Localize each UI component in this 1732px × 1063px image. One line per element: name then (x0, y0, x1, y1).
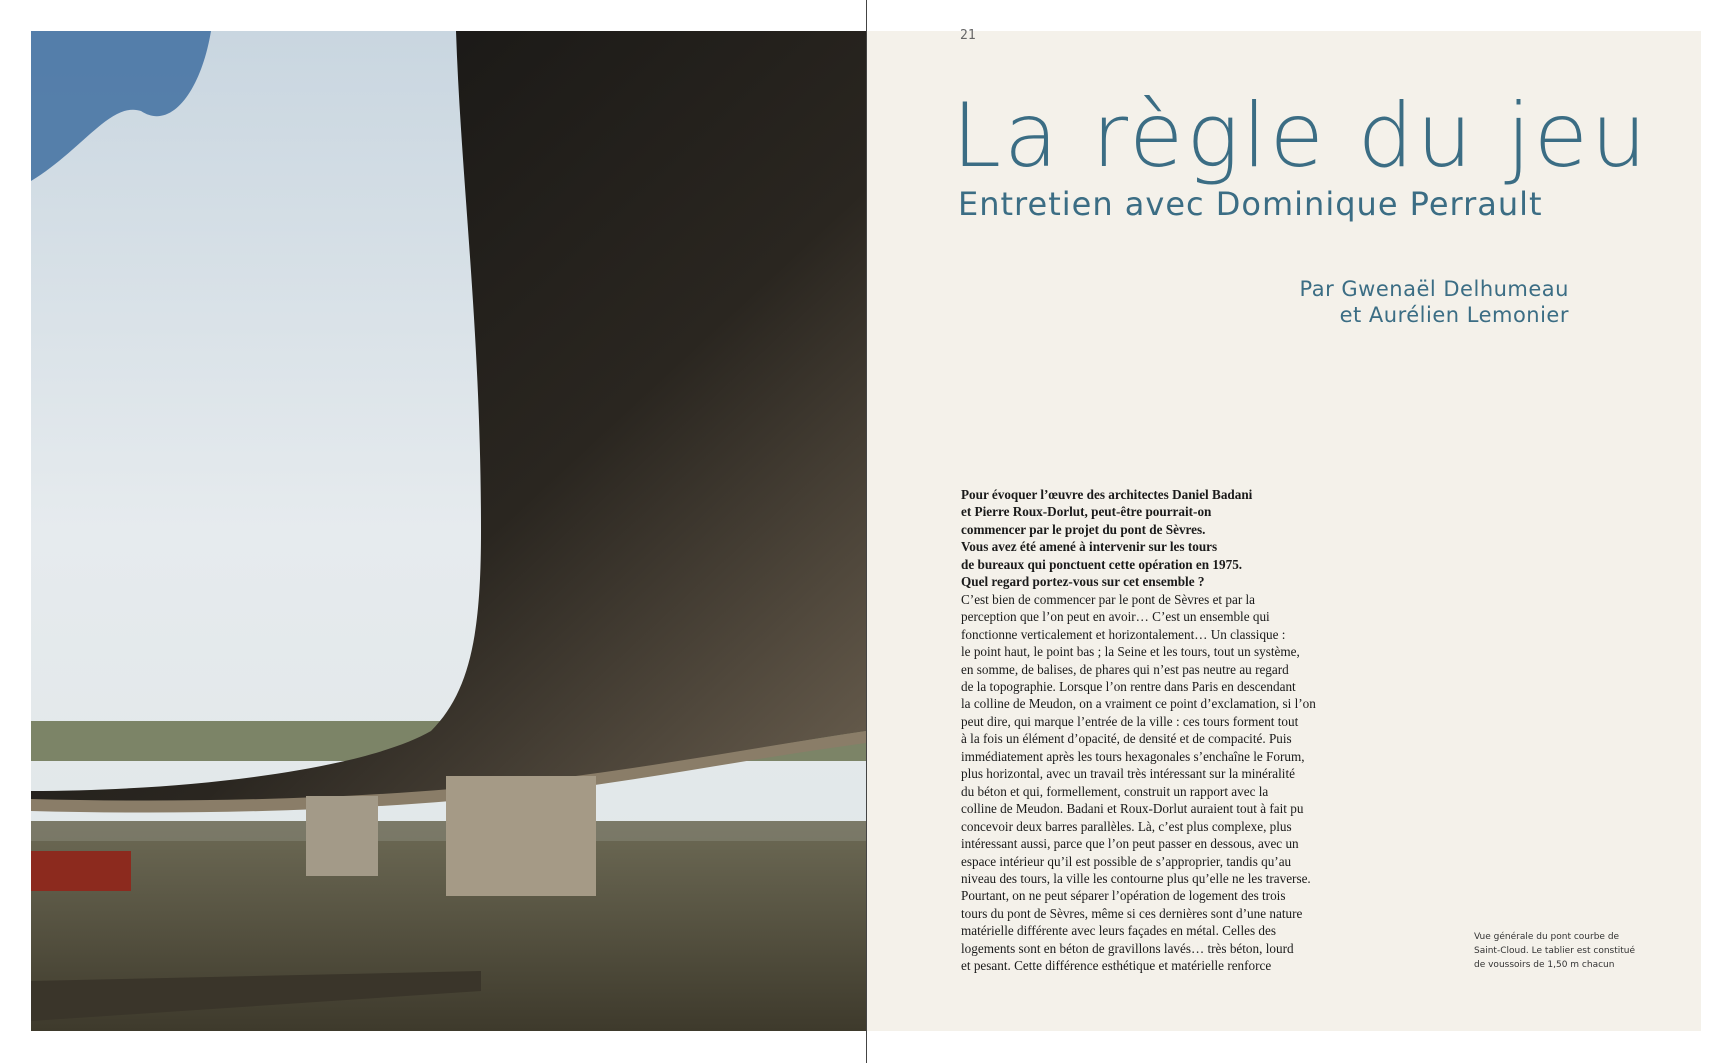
answer-line: logements sont en béton de gravillons lavés… très béton, lourd (961, 940, 1294, 956)
answer-line: Pourtant, on ne peut séparer l’opération de logement des trois (961, 888, 1286, 904)
answer-line: espace intérieur qu’il est possible de s’approprier, tandis qu’au (961, 853, 1292, 869)
caption-line: Vue générale du pont courbe de (1474, 932, 1620, 942)
answer-line: peut dire, qui marque l’entrée de la ville : ces tours forment tout (961, 713, 1299, 729)
interview-body (961, 486, 1361, 975)
question-line: Quel regard portez-vous sur cet ensemble ? (961, 574, 1205, 590)
answer-line: concevoir deux barres parallèles. Là, c’est plus complexe, plus (961, 818, 1292, 834)
question-line: et Pierre Roux-Dorlut, peut-être pourrait-on (961, 504, 1212, 520)
answer-line: C’est bien de commencer par le pont de Sèvres et par la (961, 591, 1256, 607)
question-line: commencer par le projet du pont de Sèvres. (961, 521, 1206, 537)
answer-line: matérielle différente avec leurs façades en métal. Celles des (961, 923, 1276, 939)
page-number: 21 (960, 28, 976, 43)
article-title: La règle du jeu (952, 84, 1650, 187)
answer-line: de la topographie. Lorsque l’on rentre dans Paris en descendant (961, 678, 1296, 694)
question-line: Pour évoquer l’œuvre des architectes Daniel Badani (961, 487, 1253, 502)
byline-line: et Aurélien Lemonier (1339, 303, 1569, 327)
caption-line: Saint-Cloud. Le tablier est constitué (1474, 946, 1636, 956)
article-subtitle: Entretien avec Dominique Perrault (958, 185, 1543, 223)
question-line: Vous avez été amené à intervenir sur les tours (961, 539, 1218, 555)
answer-line: tours du pont de Sèvres, même si ces dernières sont d’une nature (961, 905, 1303, 921)
answer-line: à la fois un élément d’opacité, de densité et de compacité. Puis (961, 731, 1292, 747)
answer-line: fonctionne verticalement et horizontalement… Un classique : (961, 626, 1286, 642)
answer-line: plus horizontal, avec un travail très intéressant sur la minéralité (961, 766, 1295, 782)
answer-line: perception que l’on peut en avoir… C’est un ensemble qui (961, 609, 1270, 625)
answer-line: en somme, de balises, de phares qui n’est pas neutre au regard (961, 661, 1289, 677)
answer-line: du béton et qui, formellement, construit un rapport avec la (961, 783, 1269, 799)
byline (1300, 276, 1569, 328)
answer-line: et pesant. Cette différence esthétique et matérielle renforce (961, 958, 1272, 974)
question-line: de bureaux qui ponctuent cette opération en 1975. (961, 556, 1243, 572)
answer-line: niveau des tours, la ville les contourne plus qu’elle ne les traverse. (961, 870, 1311, 886)
answer-line: immédiatement après les tours hexagonales s’enchaîne le Forum, (961, 748, 1305, 764)
bridge-photo (31, 31, 866, 1031)
photo-caption (1474, 930, 1635, 972)
answer-line: intéressant aussi, parce que l’on peut passer en dessous, avec un (961, 836, 1299, 852)
byline-line: Par Gwenaël Delhumeau (1299, 277, 1569, 301)
answer-line: le point haut, le point bas ; la Seine et les tours, tout un système, (961, 644, 1300, 660)
caption-line: de voussoirs de 1,50 m chacun (1474, 960, 1615, 970)
answer-line: colline de Meudon. Badani et Roux-Dorlut auraient tout à fait pu (961, 801, 1304, 817)
answer-line: la colline de Meudon, on a vraiment ce point d’exclamation, si l’on (961, 696, 1316, 712)
